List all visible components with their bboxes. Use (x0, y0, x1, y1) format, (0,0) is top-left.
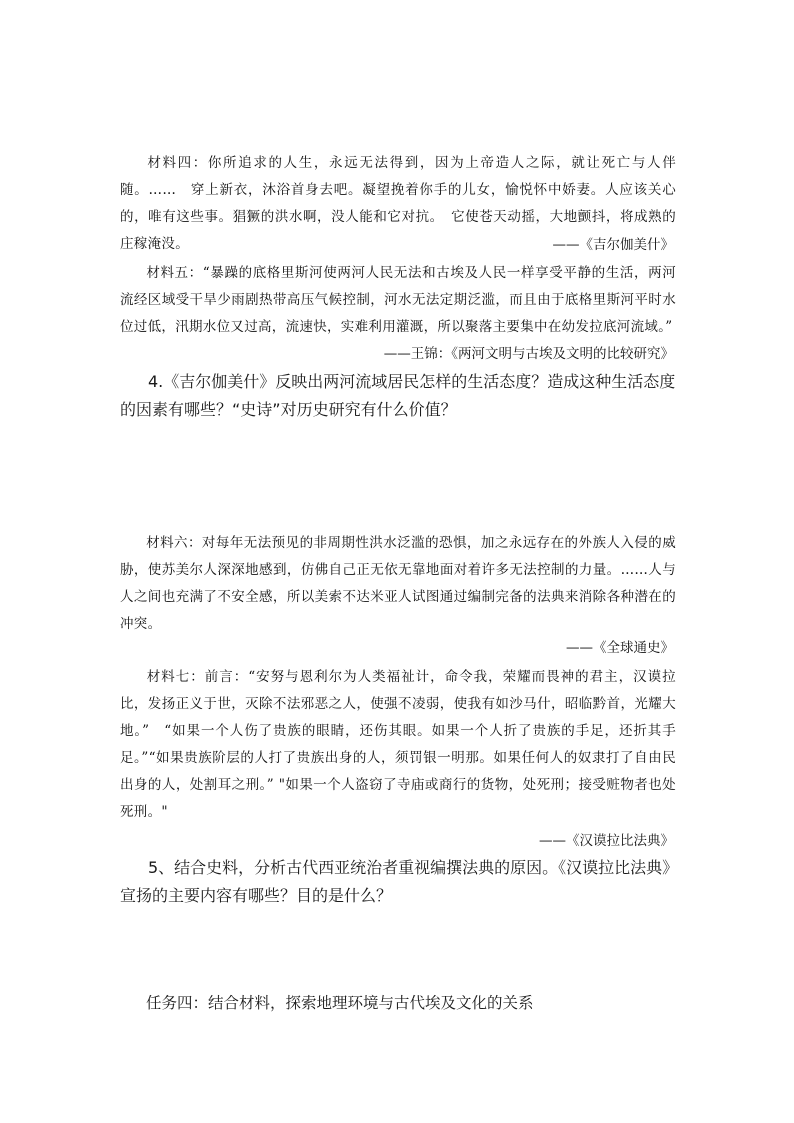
material-5-text: 材料五：“暴躁的底格里斯河使两河人民无法和古埃及人民一样享受平静的生活，两河流经区域受干旱少雨剧热带高压气候控制，河水无法定期泛滥，而且由于底格里斯河平时水位过低，汛期水位又过高，流速快，实难利用灌溉，所以聚落主要集中在幼发拉底河流域。” (120, 265, 676, 335)
material-7-source: ——《汉谟拉比法典》 (539, 833, 674, 849)
material-4-text: 材料四：你所追求的人生，永远无法得到，因为上帝造人之际，就让死亡与人伴随。…… 穿上新衣，沐浴首身去吧。凝望挽着你手的儿女，愉悦怀中娇妻。人应该关心的，唯有这些事。猖獗的洪水啊，没人能和它对抗。 它使苍天动摇，大地颤抖，将成熟的庄稼淹没。 (120, 155, 676, 252)
material-7 (120, 664, 676, 826)
question-5 (120, 854, 676, 910)
material-6-source: ——《全球通史》 (566, 640, 674, 656)
material-6 (120, 530, 676, 638)
task-4-heading: 任务四：结合材料，探索地理环境与古代埃及文化的关系 (146, 994, 534, 1012)
question-4-text: 4.《吉尔伽美什》反映出两河流域居民怎样的生活态度？造成这种生活态度的因素有哪些？“史诗”对历史研究有什么价值？ (120, 372, 676, 419)
material-4-source: ——《吉尔伽美什》 (552, 237, 674, 253)
material-7-text: 材料七：前言：“安努与恩利尔为人类福祉计，命令我，荣耀而畏神的君主，汉谟拉比，发扬正义于世，灭除不法邪恶之人，使强不凌弱，使我有如沙马什，昭临黔首，光耀大地。” “如果一个人伤了贵族的眼睛，还伤其眼。如果一个人折了贵族的手足，还折其手足。”“如果贵族阶层的人打了贵族出身的人，须罚银一明那。如果任何人的奴隶打了自由民出身的人，处割耳之刑。” "如果一个人盗窃了寺庙或商行的货物，处死刑；接受赃物者也处死刑。" (120, 669, 676, 820)
material-5-source: ——王锦：《两河文明与古埃及文明的比较研究》 (383, 346, 674, 362)
material-6-text: 材料六：对每年无法预见的非周期性洪水泛滥的恐惧，加之永远存在的外族人入侵的威胁，使苏美尔人深深地感到，仿佛自己正无依无靠地面对着许多无法控制的力量。……人与人之间也充满了不安全感，所以美索不达米亚人试图通过编制完备的法典来消除各种潜在的冲突。 (120, 535, 676, 632)
question-4 (120, 368, 676, 424)
question-5-text: 5、结合史料，分析古代西亚统治者重视编撰法典的原因。《汉谟拉比法典》宣扬的主要内容有哪些？目的是什么？ (120, 858, 671, 905)
material-5 (120, 260, 676, 341)
